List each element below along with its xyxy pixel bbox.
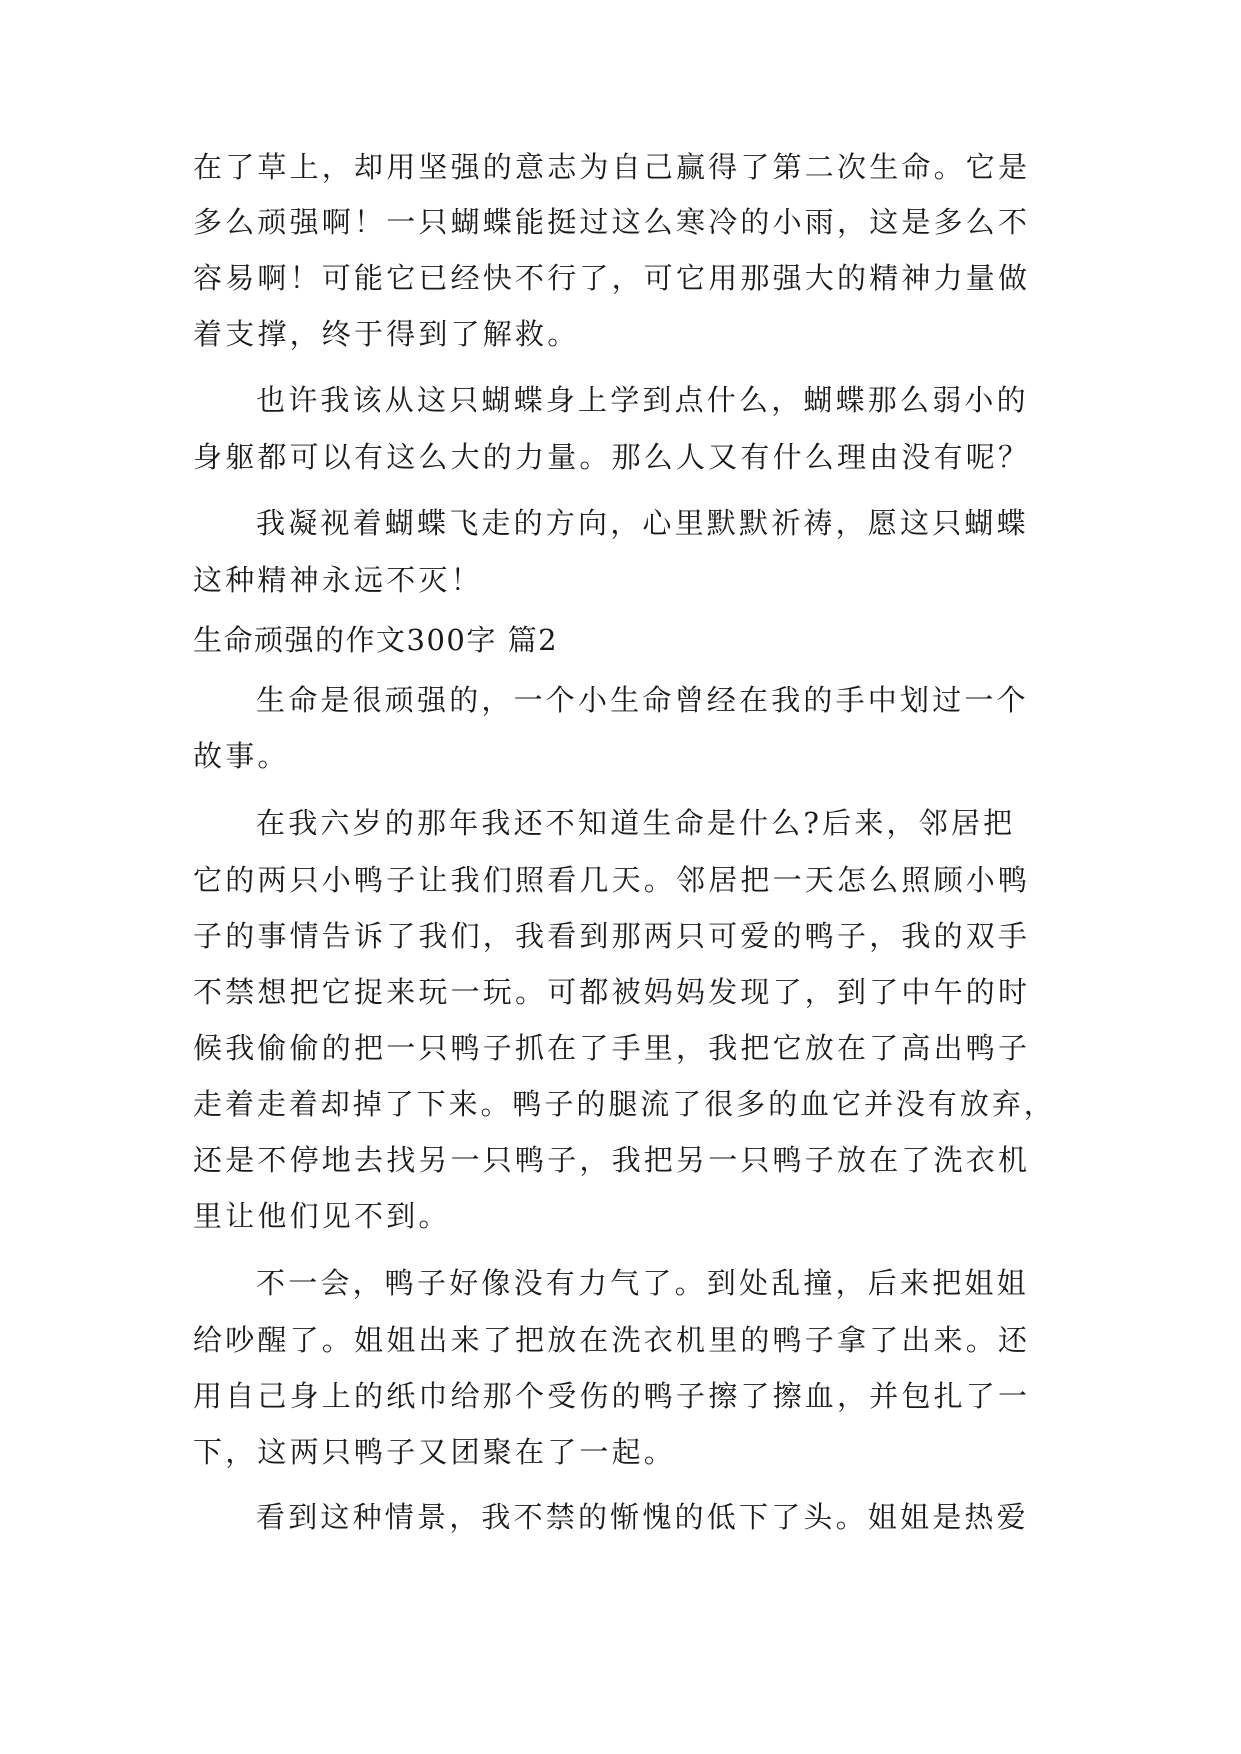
paragraph-line: 生命是很顽强的，一个小生命曾经在我的手中划过一个 — [256, 683, 1029, 717]
section-heading: 生命顽强的作文300字 篇2 — [193, 623, 559, 657]
paragraph-line: 走着走着却掉了下来。鸭子的腿流了很多的血它并没有放弃， — [193, 1087, 1056, 1121]
paragraph-line: 候我偷偷的把一只鸭子抓在了手里，我把它放在了高出鸭子 — [193, 1031, 1031, 1065]
paragraph-line: 在我六岁的那年我还不知道生命是什么?后来，邻居把 — [256, 806, 1016, 840]
paragraph-line: 用自己身上的纸巾给那个受伤的鸭子擦了擦血，并包扎了一 — [193, 1379, 1031, 1413]
paragraph-line: 不禁想把它捉来玩一玩。可都被妈妈发现了，到了中午的时 — [193, 975, 1031, 1009]
paragraph-line: 着支撑，终于得到了解救。 — [193, 317, 580, 351]
paragraph-line: 不一会，鸭子好像没有力气了。到处乱撞，后来把姐姐 — [256, 1266, 1029, 1300]
paragraph-line: 给吵醒了。姐姐出来了把放在洗衣机里的鸭子拿了出来。还 — [193, 1323, 1031, 1357]
paragraph-line: 里让他们见不到。 — [193, 1199, 451, 1233]
paragraph-line: 容易啊！可能它已经快不行了，可它用那强大的精神力量做 — [193, 261, 1031, 295]
paragraph-line: 多么顽强啊！一只蝴蝶能挺过这么寒冷的小雨，这是多么不 — [193, 205, 1031, 239]
paragraph-line: 子的事情告诉了我们，我看到那两只可爱的鸭子，我的双手 — [193, 919, 1031, 953]
paragraph-line: 它的两只小鸭子让我们照看几天。邻居把一天怎么照顾小鸭 — [193, 863, 1031, 897]
paragraph-line: 在了草上，却用坚强的意志为自己赢得了第二次生命。它是 — [193, 150, 1031, 184]
paragraph-line: 还是不停地去找另一只鸭子，我把另一只鸭子放在了洗衣机 — [193, 1143, 1031, 1177]
paragraph-line: 这种精神永远不灭！ — [193, 563, 483, 597]
paragraph-line: 也许我该从这只蝴蝶身上学到点什么，蝴蝶那么弱小的 — [256, 383, 1029, 417]
paragraph-line: 身躯都可以有这么大的力量。那么人又有什么理由没有呢？ — [193, 440, 1031, 474]
paragraph-line: 看到这种情景，我不禁的惭愧的低下了头。姐姐是热爱 — [256, 1500, 1029, 1534]
paragraph-line: 我凝视着蝴蝶飞走的方向，心里默默祈祷，愿这只蝴蝶 — [256, 506, 1029, 540]
paragraph-line: 故事。 — [193, 739, 290, 773]
paragraph-line: 下，这两只鸭子又团聚在了一起。 — [193, 1435, 677, 1469]
